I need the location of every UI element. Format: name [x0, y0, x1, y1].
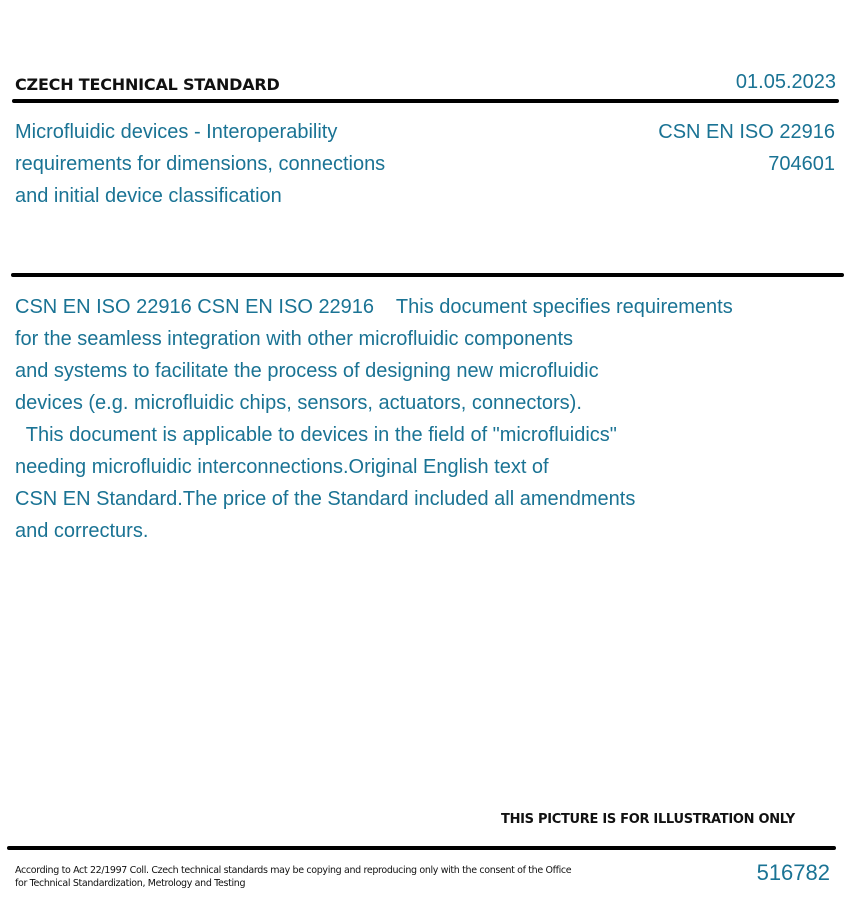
document-number: 516782 [756, 860, 830, 885]
description-line: This document is applicable to devices in the field of "microfluidics" [15, 424, 617, 446]
document-type-heading: CZECH TECHNICAL STANDARD [15, 75, 280, 94]
legal-line: for Technical Standardization, Metrology and Testing [15, 878, 246, 889]
standard-code: CSN EN ISO 22916 [658, 121, 835, 143]
description-line: and systems to facilitate the process of designing new microfluidic [15, 360, 599, 382]
description-line: devices (e.g. microfluidic chips, sensors, actuators, connectors). [15, 392, 582, 414]
description-line: CSN EN Standard.The price of the Standard included all amendments [15, 488, 636, 510]
description-line: CSN EN ISO 22916 CSN EN ISO 22916 This document specifies requirements [15, 296, 733, 318]
description-line: needing microfluidic interconnections.Original English text of [15, 456, 549, 478]
title-line: and initial device classification [15, 185, 282, 207]
legal-notice [15, 864, 571, 890]
legal-line: According to Act 22/1997 Coll. Czech technical standards may be copying and reproducing only with the consent of the Office [15, 865, 572, 876]
publication-date: 01.05.2023 [735, 71, 836, 93]
standard-title [15, 116, 385, 212]
description-line: and correcturs. [15, 520, 149, 542]
standard-codes [658, 116, 835, 180]
illustration-disclaimer: THIS PICTURE IS FOR ILLUSTRATION ONLY [501, 812, 795, 827]
description-line: for the seamless integration with other microfluidic components [15, 328, 574, 350]
bottom-divider [7, 846, 836, 850]
title-line: requirements for dimensions, connections [15, 153, 386, 175]
title-line: Microfluidic devices - Interoperability [15, 121, 338, 143]
catalog-number: 704601 [768, 153, 835, 175]
top-divider [12, 99, 839, 103]
middle-divider [11, 273, 844, 277]
standard-description [15, 291, 733, 547]
